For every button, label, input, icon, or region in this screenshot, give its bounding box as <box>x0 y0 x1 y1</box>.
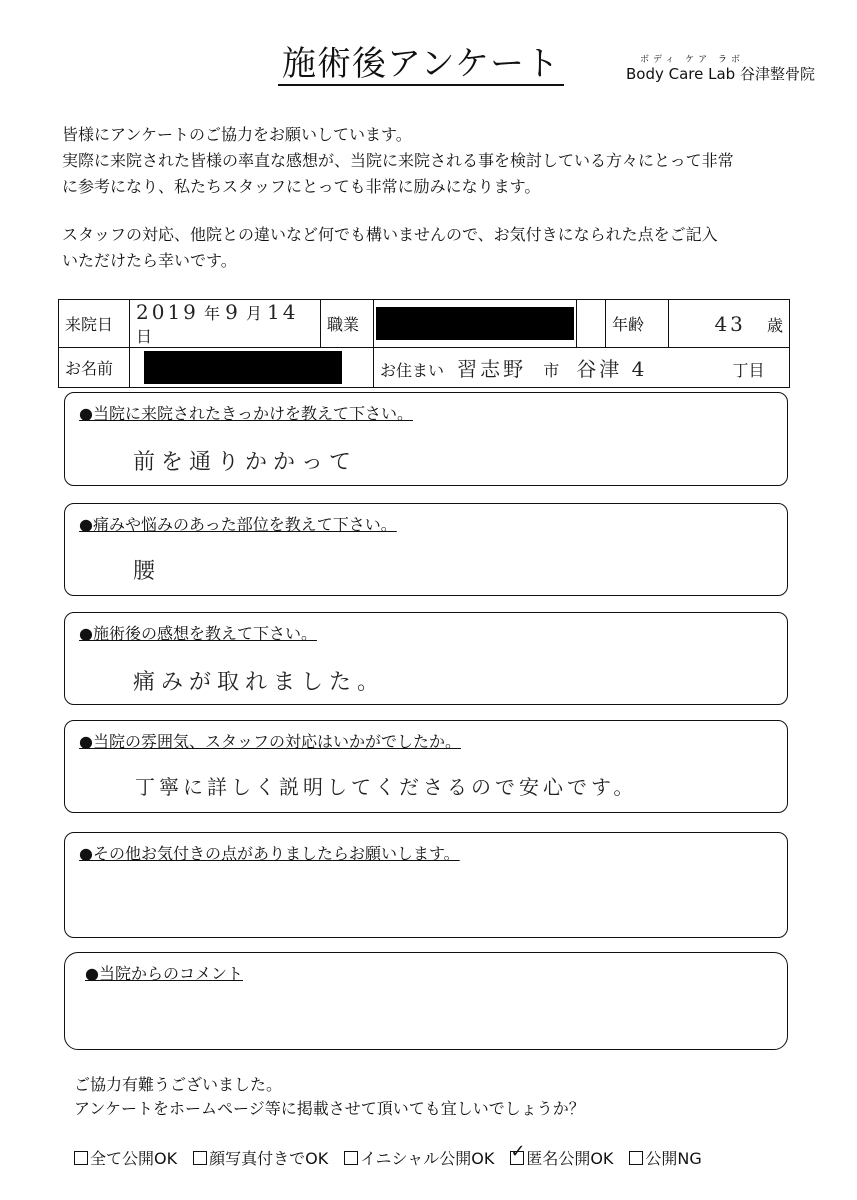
consent-option-all[interactable] <box>74 1146 177 1169</box>
age-field[interactable] <box>669 300 790 348</box>
intro-line: 実際に来院された皆様の率直な感想が、当院に来院される事を検討している方々にとって非常 <box>62 151 734 170</box>
checkmark-icon: ✓ <box>510 1140 526 1162</box>
day-unit: 日 <box>136 327 153 346</box>
visit-year: 2019 <box>136 300 199 324</box>
question-box[interactable] <box>64 832 788 938</box>
question-label: ●当院の雰囲気、スタッフの対応はいかがでしたか。 <box>79 732 461 751</box>
intro-line: に参考になり、私たちスタッフにとっても非常に励みになります。 <box>62 177 541 196</box>
answer-text: 丁寧に詳しく説明してくださるので安心です。 <box>135 775 638 799</box>
question-box[interactable] <box>64 392 788 486</box>
job-field[interactable] <box>374 300 577 348</box>
redaction-block <box>376 307 574 340</box>
intro-line: スタッフの対応、他院との違いなど何でも構いませんので、お気付きになられた点をご記入 <box>62 225 718 244</box>
clinic-name: Body Care Lab 谷津整骨院 <box>626 65 815 83</box>
consent-options <box>74 1140 702 1169</box>
answer-text: 痛みが取れました。 <box>133 670 386 695</box>
age-value: 43 <box>714 311 746 336</box>
question-label: ●その他お気付きの点がありましたらお願いします。 <box>79 844 460 863</box>
question-label: ●施術後の感想を教えて下さい。 <box>79 624 317 643</box>
redaction-block <box>144 351 342 384</box>
question-label: ●当院に来院されたきっかけを教えて下さい。 <box>79 404 413 423</box>
consent-option-initial[interactable] <box>344 1146 494 1169</box>
visit-day: 14 <box>267 300 299 324</box>
publish-question: アンケートをホームページ等に掲載させて頂いても宜しいでしょうか？ <box>74 1099 585 1118</box>
consent-option-ng[interactable] <box>629 1146 701 1169</box>
checkbox[interactable] <box>629 1151 643 1165</box>
address-town: 谷津 4 <box>576 357 648 381</box>
address-field[interactable] <box>374 348 790 388</box>
name-label: お名前 <box>59 348 130 388</box>
option-label: 匿名公開OK <box>526 1149 614 1168</box>
consent-option-anonymous[interactable] <box>510 1140 614 1169</box>
job-label: 職業 <box>321 300 374 348</box>
visit-month: 9 <box>225 300 241 324</box>
question-label: ●痛みや悩みのあった部位を教えて下さい。 <box>79 515 397 534</box>
month-unit: 月 <box>245 304 262 323</box>
option-label: 顔写真付きでOK <box>209 1149 329 1168</box>
intro-line: いただけたら幸いです。 <box>62 251 237 270</box>
checkbox[interactable] <box>74 1151 88 1165</box>
checkbox[interactable] <box>193 1151 207 1165</box>
option-label: 公開NG <box>645 1149 702 1168</box>
consent-option-photo[interactable] <box>193 1146 328 1169</box>
year-unit: 年 <box>204 304 221 323</box>
question-box[interactable] <box>64 503 788 596</box>
info-table <box>58 299 790 388</box>
intro-line: 皆様にアンケートのご協力をお願いしています。 <box>62 125 412 144</box>
answer-text: 前を通りかかって <box>133 450 358 475</box>
question-box[interactable] <box>64 612 788 705</box>
thanks-text: ご協力有難うございました。 <box>74 1075 283 1094</box>
chome-unit: 丁目 <box>732 361 765 380</box>
checkbox-checked[interactable] <box>510 1140 526 1165</box>
spacer-cell <box>577 300 606 348</box>
visit-date-field[interactable] <box>130 300 321 348</box>
age-unit: 歳 <box>766 315 783 335</box>
address-label: お住まい <box>380 361 445 380</box>
name-field[interactable] <box>130 348 374 388</box>
question-box[interactable] <box>64 720 788 813</box>
comment-label: ●当院からのコメント <box>85 964 243 983</box>
comment-box <box>64 952 788 1050</box>
address-city: 習志野 <box>457 357 527 381</box>
checkbox[interactable] <box>344 1151 358 1165</box>
answer-text: 腰 <box>133 559 162 584</box>
city-unit: 市 <box>543 361 560 380</box>
clinic-ruby: ボディ ケア ラボ <box>640 55 745 65</box>
age-label: 年齢 <box>606 300 669 348</box>
page-title: 施術後アンケート <box>278 44 564 86</box>
option-label: イニシャル公開OK <box>360 1149 495 1168</box>
visit-date-label: 来院日 <box>59 300 130 348</box>
option-label: 全て公開OK <box>90 1149 178 1168</box>
